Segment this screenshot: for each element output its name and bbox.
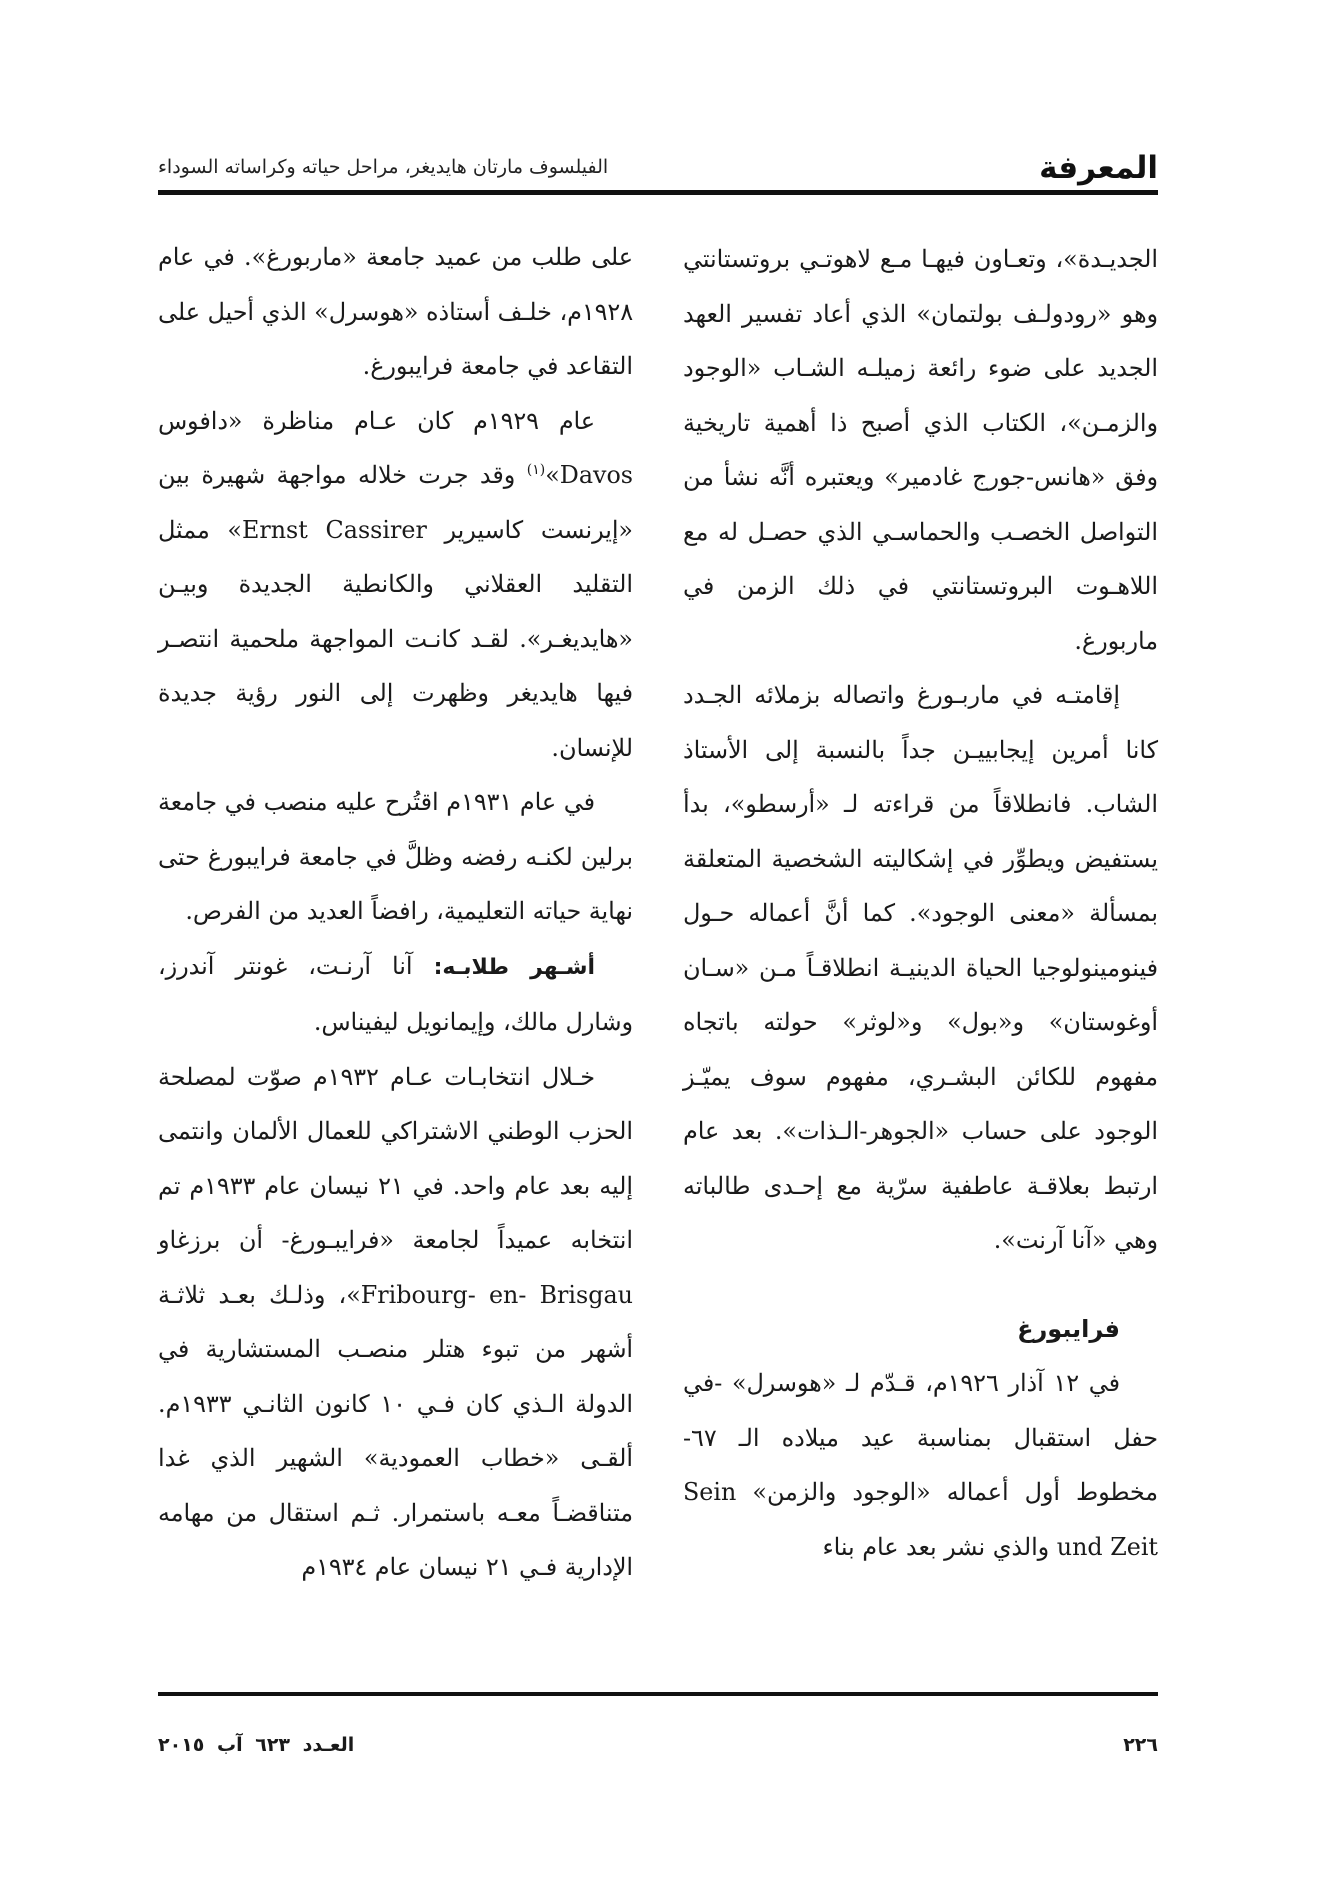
paragraph-text: آنا آرنـت، غونتر آندرز، وشارل مالك، وإيمانويل ليفيناس.	[158, 951, 633, 1036]
paragraph-text: وقد جرت خلاله مواجهة شهيرة بين «إيرنست كاسيرير Ernst Cassirer» ممثل التقليد العقلاني والكانطية الجديدة وبيـن «هايديغـر». لقـد كانـت المواجهة ملحمية انتصـر فيها هايديغر وظهرت إلى النور رؤية جديدة للإنسان.	[158, 461, 633, 762]
bold-label: أشـهر طلابـه:	[433, 954, 595, 980]
paragraph: إقامتـه في ماربـورغ واتصاله بزملائه الجـدد كانا أمرين إيجابييـن جداً بالنسبة إلى الأستاذ الشاب. فانطلاقاً من قراءته لـ «أرسطو»، بدأ يستفيض ويطوِّر في إشكاليته الشخصية المتعلقة بمسألة «معنى الوجود». كما أنَّ أعماله حـول فينومينولوجيا الحياة الدينيـة انطلاقـاً مـن «سـان أوغوستان» و«بول» و«لوثر» حولته باتجاه مفهوم للكائن البشـري، مفهوم سوف يميّـز الوجود على حساب «الجوهر-الـذات». بعد عام ارتبط بعلاقـة عاطفية سرّية مع إحـدى طالباته وهي «آنا آرنت».	[683, 681, 1158, 1254]
footer-rule	[158, 1692, 1158, 1696]
issue-info: العـدد ٦٢٣ آب ٢٠١٥	[158, 1734, 355, 1756]
paragraph: خـلال انتخابـات عـام ١٩٣٢م صوّت لمصلحة الحزب الوطني الاشتراكي للعمال الألمان وانتمى إليه بعد عام واحد. في ٢١ نيسان عام ١٩٣٣م تم انتخابه عميداً لجامعة «فرايبـورغ- أن برزغاو Fribourg- en- Brisgau»، وذلـك بعـد ثلاثـة أشهر من تبوء هتلر منصـب المستشارية في الدولة الـذي كان فـي ١٠ كانون الثانـي ١٩٣٣م. ألقـى «خطاب العمودية» الشهير الذي غدا متناقضـاً معـه باستمرار. ثـم استقال من مهامه الإدارية فـي ٢١ نيسان عام ١٩٣٤م	[158, 1062, 634, 1581]
left-column	[158, 230, 633, 1595]
paragraph	[158, 394, 633, 776]
paragraph: على طلب من عميد جامعة «ماربورغ». في عام ١٩٢٨م، خلـف أستاذه «هوسرل» الذي أحيل على التقاعد في جامعة فرايبورغ.	[158, 243, 633, 380]
page-footer	[158, 1734, 1158, 1764]
right-column	[683, 232, 1158, 1574]
paragraph: في ١٢ آذار ١٩٢٦م، قـدّم لـ «هوسرل» -في حفل استقبال بمناسبة عيد ميلاده الـ ٦٧- مخطوط أول أعماله «الوجود والزمن» Sein und Zeit والذي نشر بعد عام بناء	[683, 1369, 1158, 1561]
magazine-logo: المعرفة	[1039, 150, 1158, 186]
footnote-marker[interactable]: (١)	[526, 462, 546, 479]
paragraph-text: عام ١٩٢٩م كان عـام مناظرة «دافوس Davos»	[158, 406, 633, 489]
page-number: ٢٢٦	[1123, 1734, 1158, 1756]
page-header	[158, 148, 1158, 195]
paragraph: الجديـدة»، وتعـاون فيهـا مـع لاهوتـي بروتستانتي وهو «رودولـف بولتمان» الذي أعاد تفسير العهد الجديد على ضوء رائعة زميلـه الشـاب «الوجود والزمـن»، الكتاب الذي أصبح ذا أهمية تاريخية وفق «هانس-جورج غادمير» ويعتبره أنَّه نشأ من التواصل الخصـب والحماسـي الذي حصـل له مع اللاهـوت البروتستانتي في ذلك الزمن في ماربورغ.	[683, 245, 1158, 655]
paragraph	[158, 939, 633, 1050]
paragraph: في عام ١٩٣١م اقتُرح عليه منصب في جامعة برلين لكنـه رفضه وظلَّ في جامعة فرايبورغ حتى نهاية حياته التعليمية، رافضاً العديد من الفرص.	[158, 788, 633, 925]
section-heading: فرايبورغ	[1017, 1314, 1120, 1343]
running-title: الفيلسوف مارتان هايديغر، مراحل حياته وكراساته السوداء	[158, 156, 609, 178]
